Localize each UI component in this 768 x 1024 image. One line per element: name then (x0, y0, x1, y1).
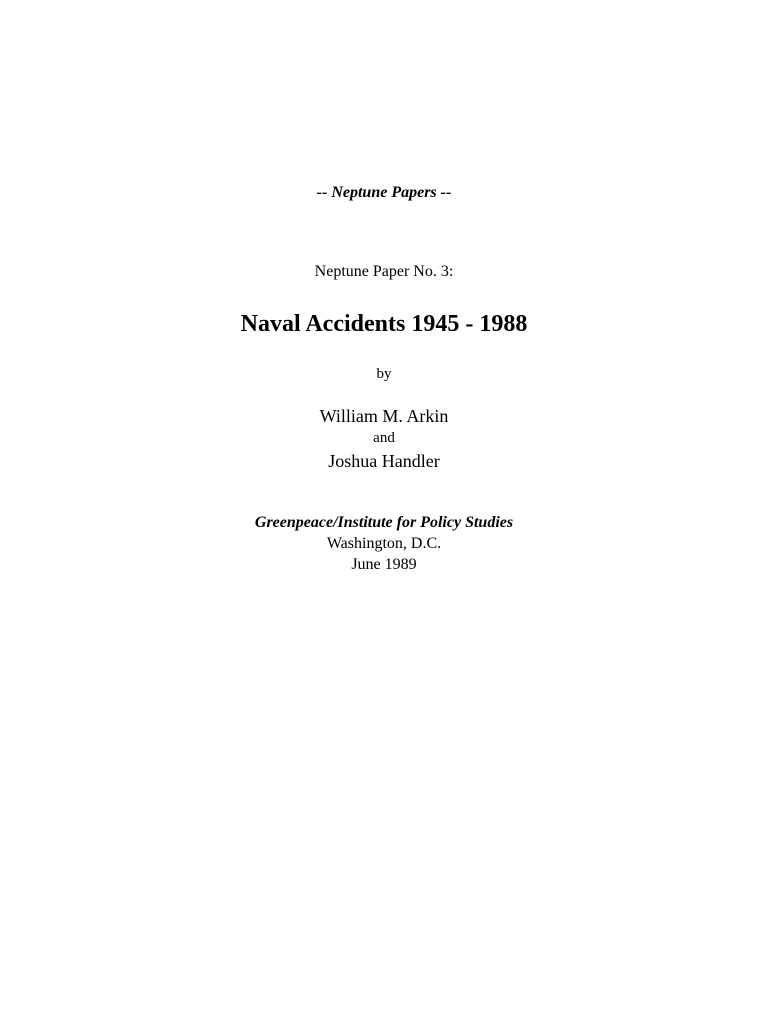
author-name: Joshua Handler (328, 451, 440, 471)
series-heading: -- Neptune Papers -- (316, 184, 452, 201)
paper-number: Neptune Paper No. 3: (314, 263, 454, 280)
publication-date: June 1989 (351, 556, 417, 573)
author-conjunction: and (373, 430, 395, 446)
author-name: William M. Arkin (319, 406, 449, 426)
document-title: Naval Accidents 1945 - 1988 (240, 311, 528, 337)
byline: by (376, 366, 392, 382)
publication-place: Washington, D.C. (326, 535, 442, 552)
publisher: Greenpeace/Institute for Policy Studies (254, 514, 514, 531)
